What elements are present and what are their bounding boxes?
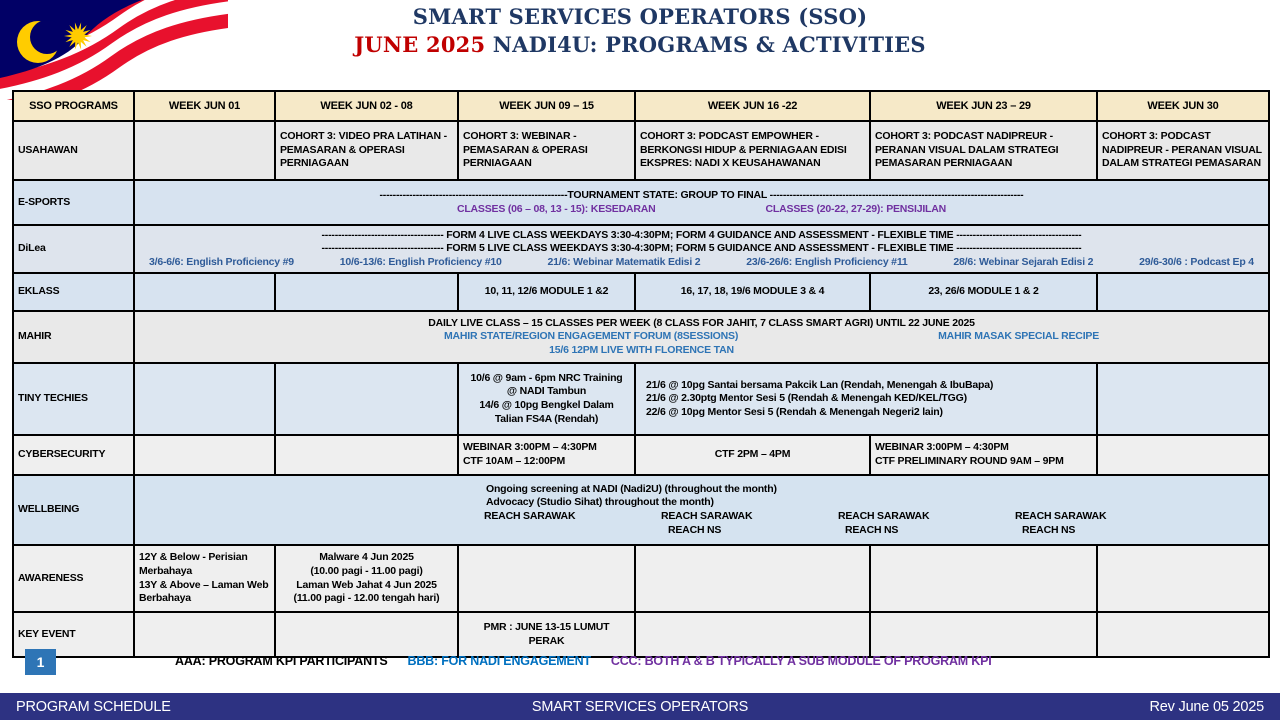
eklass-week4: 16, 17, 18, 19/6 MODULE 3 & 4 — [635, 273, 870, 311]
dilea-schedule — [134, 225, 1269, 273]
page-title: SMART SERVICES OPERATORS (SSO) — [412, 4, 868, 29]
row-awareness — [13, 545, 1269, 612]
reach-sarawak: REACH SARAWAK — [1015, 510, 1107, 522]
reach-sarawak: REACH SARAWAK — [838, 510, 930, 522]
awareness-week2 — [275, 545, 458, 612]
dilea-form5-line: ------------------------------------- FORM 5 LIVE CLASS WEEKDAYS 3:30-4:30PM; FORM 5 GUIDANCE AND ASSESSMENT - FLEXIBLE TIME -------------------------------------- — [321, 242, 1082, 255]
row-tiny-techies — [13, 363, 1269, 435]
bottom-status-bar — [0, 693, 1280, 720]
wellbeing-schedule — [134, 475, 1269, 545]
esports-classes-kesedaran: CLASSES (06 – 08, 13 - 15): KESEDARAN — [456, 202, 656, 215]
cyber-week3-line: WEBINAR 3:00PM – 4:30PM — [463, 441, 597, 454]
col-header-week6: WEEK JUN 30 — [1097, 91, 1269, 121]
tiny-week3 — [458, 363, 635, 435]
program-label: AWARENESS — [13, 545, 134, 612]
tiny-week3-line: 10/6 @ 9am - 6pm NRC Training — [470, 371, 623, 384]
cell-empty — [870, 545, 1097, 612]
esports-schedule — [134, 180, 1269, 225]
usahawan-week5: COHORT 3: PODCAST NADIPREUR - PERANAN VISUAL DALAM STRATEGI PEMASARAN PERNIAGAAN — [870, 121, 1097, 180]
cell-empty — [1097, 612, 1269, 657]
subtitle-month: JUNE 2025 — [354, 32, 486, 57]
cell-empty — [1097, 273, 1269, 311]
mahir-daily-line: DAILY LIVE CLASS – 15 CLASSES PER WEEK (8 CLASS FOR JAHIT, 7 CLASS SMART AGRI) UNTIL 22 JUNE 2025 — [428, 316, 975, 329]
mahir-live-line: 15/6 12PM LIVE WITH FLORENCE TAN — [549, 343, 734, 356]
legend-aaa: AAA: PROGRAM KPI PARTICIPANTS — [175, 654, 388, 668]
legend-bbb: BBB: FOR NADI ENGAGEMENT — [407, 654, 591, 668]
cell-empty — [134, 273, 275, 311]
program-label: CYBERSECURITY — [13, 435, 134, 475]
cyber-week3 — [458, 435, 635, 475]
wellbeing-advocacy-line: Advocacy (Studio Sihat) throughout the month) — [486, 496, 714, 509]
mahir-forum: MAHIR STATE/REGION ENGAGEMENT FORUM (8SESSIONS) — [443, 330, 739, 343]
esports-classes-pensijilan: CLASSES (20-22, 27-29): PENSIJILAN — [765, 202, 947, 215]
cell-empty — [275, 363, 458, 435]
mahir-schedule — [134, 311, 1269, 363]
cyber-week5-line: WEBINAR 3:00PM – 4:30PM — [875, 441, 1009, 454]
tiny-week45-line: 21/6 @ 10pg Santai bersama Pakcik Lan (Rendah, Menengah & IbuBapa) — [646, 378, 994, 391]
cell-empty — [275, 612, 458, 657]
reach-ns: REACH NS — [668, 523, 722, 536]
awareness-week2-line: Laman Web Jahat 4 Jun 2025 — [296, 578, 437, 591]
eklass-week3: 10, 11, 12/6 MODULE 1 &2 — [458, 273, 635, 311]
col-header-week5: WEEK JUN 23 – 29 — [870, 91, 1097, 121]
usahawan-week6: COHORT 3: PODCAST NADIPREUR - PERANAN VISUAL DALAM STRATEGI PEMASARAN — [1097, 121, 1269, 180]
cell-empty — [275, 273, 458, 311]
cell-empty — [635, 545, 870, 612]
header-row — [13, 91, 1269, 121]
awareness-week1-line: 12Y & Below - Perisian Merbahaya — [139, 551, 248, 577]
tiny-week3-line: @ NADI Tambun — [506, 385, 587, 398]
cyber-week5-line: CTF PRELIMINARY ROUND 9AM – 9PM — [875, 455, 1064, 467]
cell-empty — [134, 363, 275, 435]
col-header-week4: WEEK JUN 16 -22 — [635, 91, 870, 121]
dilea-event: 10/6-13/6: English Proficiency #10 — [339, 255, 502, 268]
cell-empty — [134, 121, 275, 180]
usahawan-week4: COHORT 3: PODCAST EMPOWHER - BERKONGSI HIDUP & PERNIAGAAN EDISI EKSPRES: NADI X KEUSAHAWANAN — [635, 121, 870, 180]
program-label: USAHAWAN — [13, 121, 134, 180]
cyber-week5 — [870, 435, 1097, 475]
awareness-week2-line: Malware 4 Jun 2025 — [319, 551, 414, 564]
cell-empty — [1097, 363, 1269, 435]
row-cybersecurity — [13, 435, 1269, 475]
dilea-event: 21/6: Webinar Matematik Edisi 2 — [547, 255, 701, 268]
bar-left-label: PROGRAM SCHEDULE — [16, 698, 171, 715]
dilea-event: 28/6: Webinar Sejarah Edisi 2 — [953, 255, 1094, 268]
awareness-week1-line: 13Y & Above – Laman Web Berbahaya — [139, 578, 269, 605]
cell-empty — [275, 435, 458, 475]
tiny-week45-line: 21/6 @ 2.30ptg Mentor Sesi 5 (Rendah & Menengah KED/KEL/TGG) — [646, 392, 967, 405]
keyevent-week3 — [458, 612, 635, 657]
tiny-week3-line: Talian FS4A (Rendah) — [494, 412, 599, 425]
reach-sarawak: REACH SARAWAK — [484, 510, 576, 522]
legend — [175, 654, 992, 668]
row-usahawan — [13, 121, 1269, 180]
usahawan-week3: COHORT 3: WEBINAR - PEMASARAN & OPERASI PERNIAGAAN — [458, 121, 635, 180]
cell-empty — [635, 612, 870, 657]
program-label: TINY TECHIES — [13, 363, 134, 435]
awareness-week2-line: (11.00 pagi - 12.00 tengah hari) — [293, 592, 440, 605]
cell-empty — [134, 435, 275, 475]
dilea-form4-line: ------------------------------------- FORM 4 LIVE CLASS WEEKDAYS 3:30-4:30PM; FORM 4 GUIDANCE AND ASSESSMENT - FLEXIBLE TIME -------------------------------------- — [321, 228, 1082, 241]
program-label: EKLASS — [13, 273, 134, 311]
legend-ccc: CCC: BOTH A & B TYPICALLY A SUB MODULE OF PROGRAM KPI — [610, 654, 992, 668]
program-label: KEY EVENT — [13, 612, 134, 657]
wellbeing-reach-ns-line — [139, 524, 1264, 538]
program-label: MAHIR — [13, 311, 134, 363]
dilea-event: 3/6-6/6: English Proficiency #9 — [149, 255, 294, 268]
cyber-week4: CTF 2PM – 4PM — [635, 435, 870, 475]
schedule-table — [12, 90, 1270, 658]
col-header-week2: WEEK JUN 02 - 08 — [275, 91, 458, 121]
page-number-badge: 1 — [25, 649, 56, 675]
dilea-events-line — [139, 256, 1264, 270]
row-esports — [13, 180, 1269, 225]
cell-empty — [458, 545, 635, 612]
cell-empty — [134, 612, 275, 657]
program-label: DiLea — [13, 225, 134, 273]
tiny-week45 — [635, 363, 1097, 435]
keyevent-week3-line: PERAK — [528, 634, 565, 647]
page-subtitle — [0, 32, 1280, 57]
col-header-week1: WEEK JUN 01 — [134, 91, 275, 121]
esports-tournament-line: ---------------------------------------------------------TOURNAMENT STATE: GROUP TO FINAL ----------------------------------------------------------------------------- — [379, 188, 1024, 201]
awareness-week2-line: (10.00 pagi - 11.00 pagi) — [310, 564, 423, 577]
col-header-programs: SSO PROGRAMS — [13, 91, 134, 121]
program-label: E-SPORTS — [13, 180, 134, 225]
reach-ns: REACH NS — [845, 523, 899, 536]
cell-empty — [1097, 545, 1269, 612]
title-block — [0, 4, 1280, 57]
cell-empty — [870, 612, 1097, 657]
cyber-week3-line: CTF 10AM – 12:00PM — [463, 455, 566, 467]
keyevent-week3-line: PMR : JUNE 13-15 LUMUT — [483, 620, 610, 633]
usahawan-week2: COHORT 3: VIDEO PRA LATIHAN - PEMASARAN & OPERASI PERNIAGAAN — [275, 121, 458, 180]
awareness-week1 — [134, 545, 275, 612]
tiny-week45-line: 22/6 @ 10pg Mentor Sesi 5 (Rendah & Menengah Negeri2 lain) — [646, 405, 943, 418]
dilea-event: 29/6-30/6 : Podcast Ep 4 — [1139, 255, 1254, 268]
reach-sarawak: REACH SARAWAK — [661, 510, 753, 522]
program-label: WELLBEING — [13, 475, 134, 545]
mahir-masak: MAHIR MASAK SPECIAL RECIPE — [938, 330, 1100, 343]
reach-ns-spacer — [484, 524, 661, 538]
row-eklass — [13, 273, 1269, 311]
row-key-event — [13, 612, 1269, 657]
wellbeing-screening-line: Ongoing screening at NADI (Nadi2U) (throughout the month) — [486, 482, 777, 495]
subtitle-rest: NADI4U: PROGRAMS & ACTIVITIES — [485, 32, 926, 57]
esports-classes-line — [139, 203, 1264, 217]
bar-revision-label: Rev June 05 2025 — [1149, 698, 1264, 715]
mahir-forum-line — [279, 330, 1264, 344]
row-wellbeing — [13, 475, 1269, 545]
dilea-event: 23/6-26/6: English Proficiency #11 — [746, 255, 908, 268]
reach-ns: REACH NS — [1022, 523, 1076, 536]
row-mahir — [13, 311, 1269, 363]
tiny-week3-line: 14/6 @ 10pg Bengkel Dalam — [479, 399, 614, 411]
row-dilea — [13, 225, 1269, 273]
bar-center-label: SMART SERVICES OPERATORS — [531, 698, 749, 715]
col-header-week3: WEEK JUN 09 – 15 — [458, 91, 635, 121]
eklass-week5: 23, 26/6 MODULE 1 & 2 — [870, 273, 1097, 311]
wellbeing-reach-sarawak-line — [139, 510, 1264, 524]
cell-empty — [1097, 435, 1269, 475]
